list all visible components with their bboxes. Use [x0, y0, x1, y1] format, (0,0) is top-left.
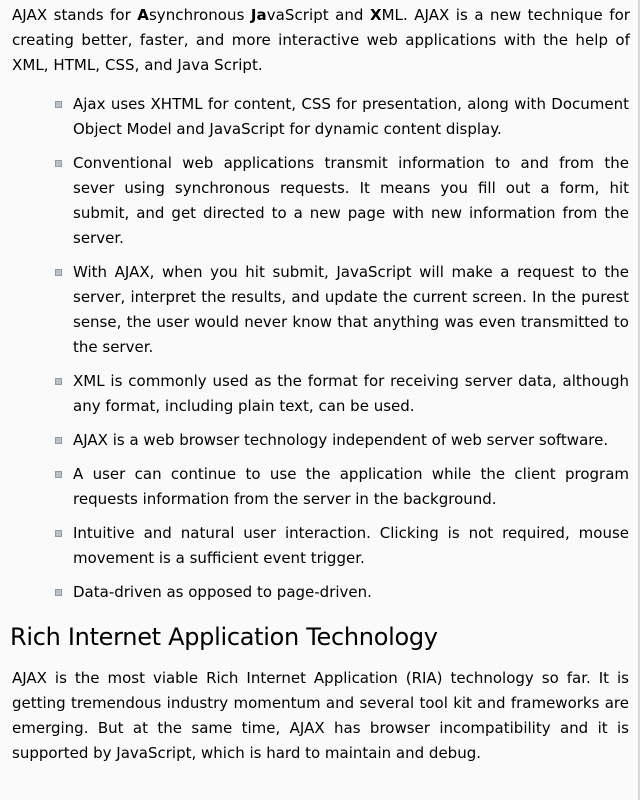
- square-bullet-icon: [55, 589, 62, 596]
- square-bullet-icon: [55, 101, 62, 108]
- list-item: [73, 151, 629, 251]
- intro-letter-a: A: [137, 6, 149, 24]
- list-item: [73, 260, 629, 360]
- list-item: [73, 369, 629, 419]
- square-bullet-icon: [55, 378, 62, 385]
- list-item: [73, 92, 629, 142]
- intro-synchronous: synchronous: [148, 6, 251, 24]
- intro-vascript: vaScript and: [266, 6, 370, 24]
- intro-letters-ja: Ja: [250, 6, 267, 24]
- list-item: [73, 580, 629, 605]
- list-item-text: Conventional web applications transmit information to and from the sever using synchronous requests. It means you fill out a form, hit submit, and get directed to a new page with new information from the server.: [73, 154, 629, 247]
- list-item-text: With AJAX, when you hit submit, JavaScript will make a request to the server, interpret the results, and update the current screen. In the purest sense, the user would never know that anything was even transmitted to the server.: [73, 263, 629, 356]
- list-item-text: Ajax uses XHTML for content, CSS for presentation, along with Document Object Model and JavaScript for dynamic content display.: [73, 95, 629, 138]
- list-item-text: Intuitive and natural user interaction. Clicking is not required, mouse movement is a sufficient event trigger.: [73, 524, 629, 567]
- intro-paragraph: [0, 0, 638, 78]
- intro-rest: ML. AJAX is a new technique for creating better, faster, and more interactive web applications with the help of XML, HTML, CSS, and Java Script.: [12, 6, 631, 74]
- square-bullet-icon: [55, 269, 62, 276]
- list-item: [73, 462, 629, 512]
- list-item-text: AJAX is a web browser technology independent of web server software.: [73, 431, 609, 449]
- intro-letter-x: X: [369, 6, 382, 24]
- list-item: [73, 521, 629, 571]
- square-bullet-icon: [55, 160, 62, 167]
- ria-paragraph: AJAX is the most viable Rich Internet Application (RIA) technology so far. It is getting tremendous industry momentum and several tool kit and frameworks are emerging. But at the same time, AJAX has browser incompatibility and it is supported by JavaScript, which is hard to maintain and debug.: [12, 669, 629, 762]
- list-item-text: XML is commonly used as the format for receiving server data, although any format, including plain text, can be used.: [73, 372, 629, 415]
- list-item-text: A user can continue to use the application while the client program requests information from the server in the background.: [73, 465, 629, 508]
- intro-prefix: AJAX stands for: [12, 6, 138, 24]
- square-bullet-icon: [55, 437, 62, 444]
- square-bullet-icon: [55, 471, 62, 478]
- feature-list: [0, 78, 638, 605]
- square-bullet-icon: [55, 530, 62, 537]
- list-item-text: Data-driven as opposed to page-driven.: [73, 583, 372, 601]
- list-item: [73, 428, 629, 453]
- section-heading: Rich Internet Application Technology: [10, 623, 438, 651]
